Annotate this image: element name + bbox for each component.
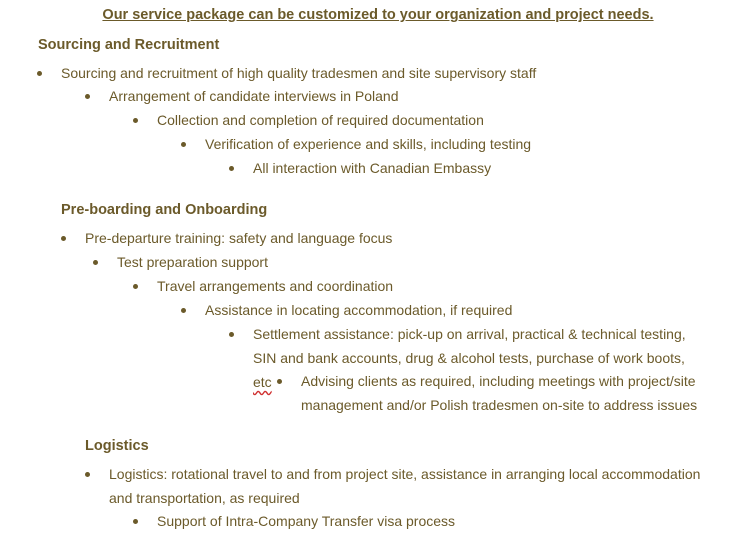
list-item: Pre-departure training: safety and language focus (85, 230, 393, 246)
spellcheck-word: etc (253, 374, 272, 390)
list-item: Sourcing and recruitment of high quality tradesmen and site supervisory staff (61, 65, 537, 81)
list-item: Arrangement of candidate interviews in Poland (109, 88, 399, 104)
bullet-icon (61, 236, 66, 241)
list-item: Verification of experience and skills, including testing (205, 136, 532, 152)
list-item-text: Settlement assistance: pick-up on arrival, practical & technical testing, SIN and bank accounts, drug & alcohol tests, purchase of work boots, (253, 326, 686, 366)
bullet-icon (93, 260, 98, 265)
list-item: Travel arrangements and coordination (157, 278, 394, 294)
page-title: Our service package can be customized to your organization and project needs. (102, 7, 654, 23)
section-heading-sourcing: Sourcing and Recruitment (38, 37, 220, 53)
section-heading-onboarding: Pre-boarding and Onboarding (61, 202, 268, 218)
list-item: Test preparation support (117, 254, 268, 270)
bullet-icon (85, 472, 90, 477)
list-item: Collection and completion of required documentation (157, 112, 484, 128)
bullet-icon (133, 118, 138, 123)
list-item: Support of Intra-Company Transfer visa process (157, 513, 456, 529)
bullet-icon (181, 308, 186, 313)
list-item: All interaction with Canadian Embassy (253, 160, 492, 176)
bullet-icon (85, 94, 90, 99)
bullet-icon (181, 142, 186, 147)
list-item: Logistics: rotational travel to and from project site, assistance in arranging local accommodation and transportation, as required (109, 466, 701, 506)
bullet-icon (229, 332, 234, 337)
bullet-icon (133, 284, 138, 289)
bullet-icon (133, 519, 138, 524)
bullet-icon (37, 71, 42, 76)
bullet-icon (229, 166, 234, 171)
bullet-icon (277, 379, 282, 384)
section-heading-logistics: Logistics (85, 438, 149, 454)
list-item: Advising clients as required, including meetings with project/site management and/or Polish tradesmen on-site to address issues (301, 373, 698, 413)
list-item: Assistance in locating accommodation, if required (205, 302, 513, 318)
